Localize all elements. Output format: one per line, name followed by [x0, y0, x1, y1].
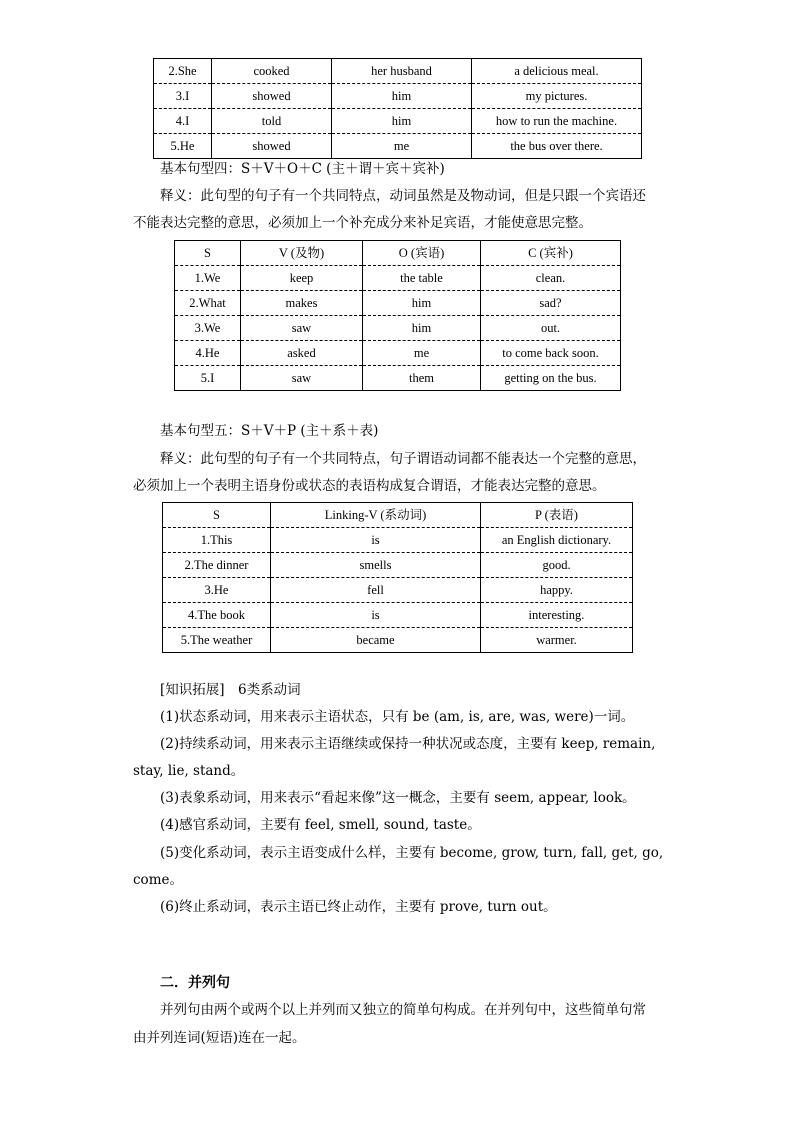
table-cell: him	[363, 291, 481, 316]
table-cell: became	[271, 628, 481, 653]
table-row	[175, 316, 621, 341]
table-cell: good.	[481, 553, 633, 578]
table-cell: the table	[363, 266, 481, 291]
table-header-cell: V (及物)	[241, 241, 363, 266]
table-cell: 2.What	[175, 291, 241, 316]
table-cell: how to run the machine.	[472, 109, 642, 134]
pattern4-explanation-line1: 释义：此句型的句子有一个共同特点，动词虽然是及物动词，但是只跟一个宾语还	[160, 188, 646, 204]
table-cell: asked	[241, 341, 363, 366]
table-header-cell: C (宾补)	[481, 241, 621, 266]
table-cell: them	[363, 366, 481, 391]
table-row	[163, 553, 633, 578]
table-cell: keep	[241, 266, 363, 291]
table-header-cell: P (表语)	[481, 503, 633, 528]
table-cell: sad?	[481, 291, 621, 316]
table-cell: the bus over there.	[472, 134, 642, 159]
table-cell: him	[332, 109, 472, 134]
table-cell: him	[363, 316, 481, 341]
table-cell: 2.She	[154, 59, 212, 84]
table-row	[154, 109, 642, 134]
pattern4-explanation-line2: 不能表达完整的意思，必须加上一个补充成分来补足宾语，才能使意思完整。	[133, 215, 592, 231]
knowledge-item-5-line1: (5)变化系动词，表示主语变成什么样，主要有 become, grow, turn, fall, get, go,	[160, 845, 664, 861]
section-heading: 二．并列句	[160, 975, 230, 991]
knowledge-item-5-line2: come。	[133, 872, 183, 888]
table-cell: showed	[212, 134, 332, 159]
table-row	[154, 84, 642, 109]
knowledge-title: [知识拓展] 6类系动词	[160, 682, 301, 698]
table-row	[163, 528, 633, 553]
table-row	[163, 628, 633, 653]
table-cell: to come back soon.	[481, 341, 621, 366]
pattern4-heading: 基本句型四：S＋V＋O＋C (主＋谓＋宾＋宾补)	[160, 161, 445, 177]
knowledge-item-1: (1)状态系动词，用来表示主语状态，只有 be (am, is, are, was, were)一词。	[160, 709, 635, 725]
table-cell: 1.We	[175, 266, 241, 291]
table-cell: clean.	[481, 266, 621, 291]
pattern4-table	[174, 240, 621, 391]
table-header-cell: Linking-V (系动词)	[271, 503, 481, 528]
table-header-cell: S	[175, 241, 241, 266]
table-cell: 5.He	[154, 134, 212, 159]
table-row	[154, 59, 642, 84]
pattern5-explanation-line2: 必须加上一个表明主语身份或状态的表语构成复合谓语，才能表达完整的意思。	[133, 478, 606, 494]
table-cell: happy.	[481, 578, 633, 603]
table-cell: fell	[271, 578, 481, 603]
pattern5-explanation-line1: 释义：此句型的句子有一个共同特点，句子谓语动词都不能表达一个完整的意思，	[160, 451, 646, 467]
table-cell: 1.This	[163, 528, 271, 553]
table-cell: getting on the bus.	[481, 366, 621, 391]
table-header-cell: S	[163, 503, 271, 528]
section-paragraph-line1: 并列句由两个或两个以上并列而又独立的简单句构成。在并列句中，这些简单句常	[160, 1002, 646, 1018]
section-paragraph-line2: 由并列连词(短语)连在一起。	[133, 1030, 306, 1046]
table-cell: makes	[241, 291, 363, 316]
table-cell: him	[332, 84, 472, 109]
table-cell: 5.The weather	[163, 628, 271, 653]
table-row	[154, 134, 642, 159]
table-cell: 2.The dinner	[163, 553, 271, 578]
table-cell: an English dictionary.	[481, 528, 633, 553]
table-cell: 3.He	[163, 578, 271, 603]
table-cell: 3.We	[175, 316, 241, 341]
pattern3-table	[153, 58, 642, 159]
knowledge-item-6: (6)终止系动词，表示主语已终止动作，主要有 prove, turn out。	[160, 899, 557, 915]
table-cell: saw	[241, 316, 363, 341]
table-cell: is	[271, 528, 481, 553]
pattern5-heading: 基本句型五：S＋V＋P (主＋系＋表)	[160, 423, 379, 439]
table-cell: is	[271, 603, 481, 628]
pattern5-table	[162, 502, 633, 653]
knowledge-item-3: (3)表象系动词，用来表示“看起来像”这一概念，主要有 seem, appear, look。	[160, 790, 636, 806]
table-cell: warmer.	[481, 628, 633, 653]
table-cell: 4.He	[175, 341, 241, 366]
table-cell: her husband	[332, 59, 472, 84]
knowledge-item-2-line1: (2)持续系动词，用来表示主语继续或保持一种状况或态度，主要有 keep, remain,	[160, 736, 656, 752]
table-cell: me	[363, 341, 481, 366]
table-row	[175, 341, 621, 366]
table-cell: out.	[481, 316, 621, 341]
table-header-cell: O (宾语)	[363, 241, 481, 266]
table-cell: me	[332, 134, 472, 159]
knowledge-item-2-line2: stay, lie, stand。	[133, 763, 245, 779]
table-cell: cooked	[212, 59, 332, 84]
table-cell: 3.I	[154, 84, 212, 109]
table-row	[175, 266, 621, 291]
table-cell: 5.I	[175, 366, 241, 391]
table-header-row	[175, 241, 621, 266]
table-cell: a delicious meal.	[472, 59, 642, 84]
table-header-row	[163, 503, 633, 528]
table-cell: showed	[212, 84, 332, 109]
table-cell: smells	[271, 553, 481, 578]
table-cell: my pictures.	[472, 84, 642, 109]
table-row	[175, 291, 621, 316]
table-row	[163, 578, 633, 603]
knowledge-item-4: (4)感官系动词，主要有 feel, smell, sound, taste。	[160, 817, 481, 833]
table-cell: saw	[241, 366, 363, 391]
table-row	[163, 603, 633, 628]
table-row	[175, 366, 621, 391]
table-cell: 4.I	[154, 109, 212, 134]
table-cell: 4.The book	[163, 603, 271, 628]
table-cell: interesting.	[481, 603, 633, 628]
table-cell: told	[212, 109, 332, 134]
